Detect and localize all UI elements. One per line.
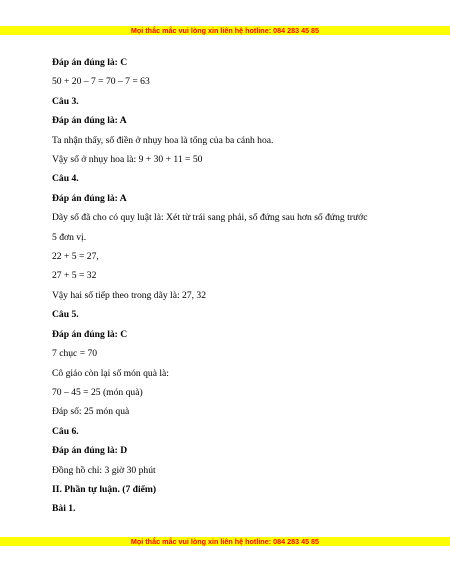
header-hotline-banner	[0, 26, 450, 35]
heading-line: Câu 3.	[52, 95, 79, 107]
heading-line: Đáp án đúng là: C	[52, 57, 128, 68]
document-body	[52, 53, 412, 519]
text-line: Ta nhận thấy, số điền ở nhụy hoa là tổng của ba cánh hoa.	[52, 134, 274, 146]
heading-line: Câu 5.	[52, 309, 79, 321]
header-hotline-text: Mọi thắc mắc vui lòng xin liên hệ hotline: 084 283 45 85	[130, 26, 320, 35]
text-line: Đáp số: 25 món quà	[52, 406, 130, 418]
heading-line: Bài 1.	[52, 503, 76, 515]
heading-line: Đáp án đúng là: C	[52, 328, 128, 340]
text-line: Vậy số ở nhụy hoa là: 9 + 30 + 11 = 50	[52, 154, 203, 166]
footer-hotline-banner	[0, 537, 450, 546]
text-line: 22 + 5 = 27,	[52, 251, 99, 263]
heading-line: Đáp án đúng là: A	[52, 192, 127, 204]
text-line: 70 – 45 = 25 (món quà)	[52, 386, 143, 398]
text-line: Dãy số đã cho có quy luật là: Xét từ trái sang phải, số đứng sau hơn số đứng trước	[52, 212, 368, 224]
heading-line: Đáp án đúng là: D	[52, 445, 128, 457]
heading-line: Câu 6.	[52, 425, 79, 437]
text-line: 7 chục = 70	[52, 348, 98, 360]
heading-line: Câu 4.	[52, 173, 79, 185]
text-line: Đồng hồ chỉ: 3 giờ 30 phút	[52, 464, 156, 476]
heading-line: Đáp án đúng là: A	[52, 115, 127, 127]
text-line: 5 đơn vị.	[52, 231, 87, 243]
text-line: 27 + 5 = 32	[52, 270, 97, 282]
heading-line: II. Phần tự luận. (7 điểm)	[52, 483, 157, 495]
text-line: Cô giáo còn lại số món quà là:	[52, 367, 169, 379]
text-line: 50 + 20 – 7 = 70 – 7 = 63	[52, 76, 150, 88]
footer-hotline-text: Mọi thắc mắc vui lòng xin liên hệ hotline: 084 283 45 85	[130, 537, 320, 546]
text-line: Vậy hai số tiếp theo trong dãy là: 27, 32	[52, 289, 207, 301]
